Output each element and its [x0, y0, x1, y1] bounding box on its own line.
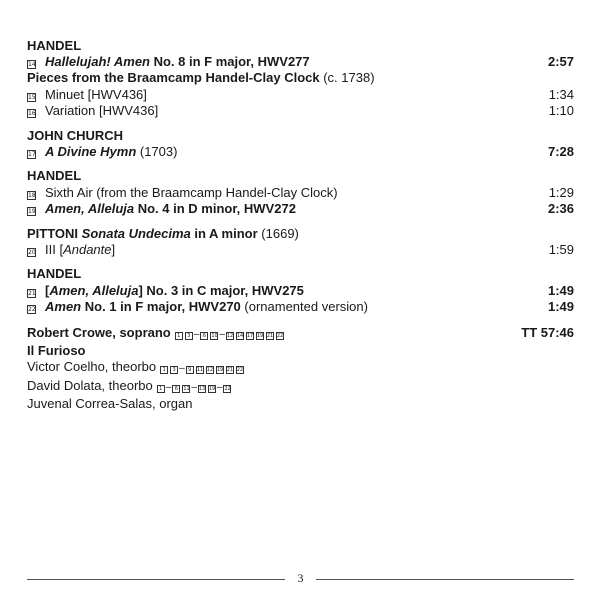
title-part: Sixth Air (from the Braamcamp Handel-Clay Clock) [45, 184, 338, 200]
section [27, 38, 574, 119]
track-duration: 1:34 [548, 86, 574, 102]
track-title [27, 299, 368, 315]
composer-name: JOHN CHURCH [27, 127, 124, 143]
track-duration: 2:36 [547, 200, 574, 216]
title-part: A Divine Hymn [45, 143, 137, 159]
performer-tracks [159, 359, 245, 377]
dash: – [216, 381, 223, 393]
track-row [27, 144, 574, 160]
track-row [27, 87, 574, 103]
track-duration: 1:49 [547, 298, 574, 314]
dash: – [193, 329, 200, 341]
track-number-box: 22 [28, 305, 36, 313]
track-title [27, 54, 310, 70]
title-part: (ornamented version) [240, 298, 368, 314]
track-ref-box: 6 [200, 332, 208, 340]
track-number-box: 17 [28, 150, 36, 158]
track-duration: 7:28 [547, 143, 574, 159]
track-title [27, 185, 338, 201]
track-row [27, 54, 574, 70]
track-ref-box: 17 [246, 333, 254, 340]
track-title-text [45, 185, 338, 201]
track-title-text [45, 54, 310, 70]
track-duration: 2:57 [547, 54, 574, 70]
performer-name: Victor Coelho, theorbo [27, 359, 157, 375]
title-part: No. 4 in D minor, HWV272 [134, 200, 296, 216]
track-ref-box: 3 [170, 366, 178, 374]
performer [27, 325, 285, 343]
track-row [27, 242, 574, 258]
title-part: Variation [ [45, 102, 103, 118]
track-title-text [45, 87, 147, 103]
title-part: No. 8 in F major, HWV277 [149, 54, 310, 70]
performer-name: David Dolata, theorbo [27, 377, 153, 393]
performer [27, 359, 245, 377]
title-part: Amen, Alleluja [45, 200, 135, 216]
track-number-box: 21 [28, 289, 36, 297]
title-part: Amen, Alleluja [49, 282, 139, 298]
title-part: Andante [63, 241, 112, 257]
track-title-text [45, 283, 304, 299]
track-ref-box: 6 [172, 385, 180, 393]
performer-row [27, 359, 574, 377]
heading-text: PITTONI [27, 225, 82, 241]
track-row [27, 103, 574, 119]
performers [27, 325, 574, 412]
track-ref-box: 3 [185, 332, 193, 340]
track-ref-box: 21 [266, 333, 274, 340]
track-row [27, 185, 574, 201]
track-ref-box: 9 [186, 366, 194, 374]
performer [27, 396, 192, 412]
performer-tracks [156, 378, 233, 396]
track-ref-box: 11 [183, 385, 190, 392]
performer-tracks [174, 325, 285, 343]
dash: – [165, 381, 172, 393]
section [27, 128, 574, 160]
track-ref-box: 22 [236, 367, 244, 374]
performer-name: Juvenal Correa-Salas, organ [27, 395, 193, 411]
title-part: (1703) [136, 143, 178, 159]
ensemble-name: Il Furioso [27, 343, 86, 359]
dash: – [219, 329, 225, 341]
track-title [27, 144, 177, 160]
heading-text: (1669) [257, 225, 299, 241]
track-title [27, 283, 304, 299]
track-ref-box: 1 [175, 332, 183, 340]
track-title [27, 87, 147, 103]
track-ref-box: 10 [211, 333, 218, 340]
work-heading [27, 70, 574, 86]
dash: – [179, 363, 185, 375]
track-number-box: 15 [28, 93, 36, 101]
track-row [27, 283, 574, 299]
work-heading [27, 226, 574, 242]
title-part: ] [111, 241, 116, 257]
title-part: III [ [45, 241, 64, 257]
track-title-text [45, 144, 177, 160]
title-part: 436] [132, 102, 159, 118]
track-number-box: 14 [28, 61, 36, 69]
title-part: HWV [102, 102, 133, 118]
composer-name: HANDEL [27, 38, 82, 53]
track-listing [27, 38, 574, 412]
track-title-text [45, 103, 158, 119]
title-part: No. 1 in F major, HWV270 [81, 298, 241, 314]
track-ref-box: 19 [216, 367, 224, 374]
title-part: HWV [91, 86, 122, 102]
track-duration: 1:49 [547, 282, 574, 298]
track-number-box: 18 [28, 191, 36, 199]
section [27, 266, 574, 315]
composer-name: HANDEL [27, 168, 82, 184]
track-ref-box: 19 [256, 333, 264, 340]
track-ref-box: 19 [208, 385, 216, 392]
performer-row [27, 396, 574, 412]
track-row [27, 299, 574, 315]
heading-text: (c. 1738) [319, 70, 375, 86]
performer-row [27, 325, 574, 343]
section [27, 226, 574, 258]
performer-name: Robert Crowe, soprano [27, 325, 171, 341]
track-title-text [45, 242, 115, 258]
title-part: Hallelujah! Amen [45, 54, 150, 70]
title-part: [ [45, 282, 50, 298]
heading-text: Pieces from the Braamcamp Handel-Clay Clock [27, 70, 320, 86]
track-ref-box: 12 [206, 367, 214, 374]
title-part: Amen [45, 298, 82, 314]
track-ref-box: 11 [196, 367, 204, 374]
heading-text: Sonata Undecima [81, 225, 191, 241]
track-ref-box: 22 [224, 385, 231, 392]
track-title-text [45, 201, 296, 217]
track-number-box: 19 [28, 207, 36, 215]
composer-name: HANDEL [27, 266, 82, 282]
track-number-box: 16 [28, 109, 36, 117]
page-footer [27, 571, 574, 587]
title-part: 436] [121, 86, 147, 102]
footer-rule-right [316, 579, 574, 580]
performer-row [27, 378, 574, 396]
track-ref-box: 1 [160, 366, 168, 374]
track-row [27, 201, 574, 217]
heading-text: in A minor [190, 225, 258, 241]
track-title [27, 201, 296, 217]
track-duration: 1:10 [548, 102, 574, 118]
page-number: 3 [297, 571, 304, 585]
title-part: ] No. 3 in C major, HWV275 [138, 282, 304, 298]
total-time: TT 57:46 [521, 325, 574, 341]
dash: – [191, 381, 197, 393]
track-title [27, 242, 115, 258]
track-duration: 1:59 [548, 241, 574, 257]
track-ref-box: 21 [226, 367, 234, 374]
section [27, 168, 574, 217]
title-part: Minuet [ [45, 86, 92, 102]
track-ref-box: 13 [198, 385, 206, 392]
track-number-box: 20 [28, 248, 36, 256]
performer [27, 378, 232, 396]
track-ref-box: 12 [226, 333, 234, 340]
track-duration: 1:29 [548, 184, 574, 200]
track-ref-box: 14 [236, 333, 244, 340]
track-title-text [45, 299, 368, 315]
track-title [27, 103, 158, 119]
track-ref-box: 22 [276, 333, 284, 340]
track-ref-box: 1 [157, 385, 165, 393]
